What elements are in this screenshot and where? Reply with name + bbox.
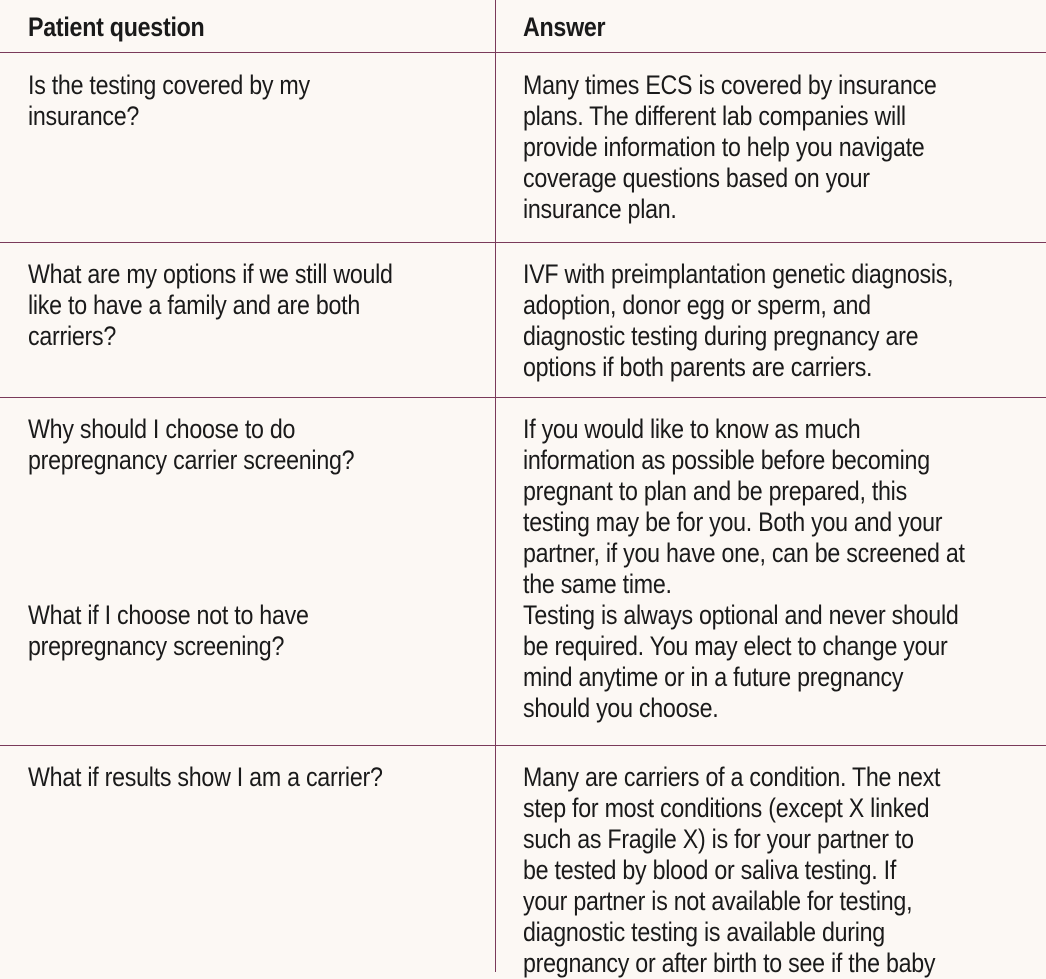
question-cell: What are my options if we still would like to have a family and are both carriers? [28, 259, 393, 351]
answer-cell: Many are carriers of a condition. The next step for most conditions (except X linked such as Fragile X) is for your partner to be tested by blood or saliva testing. If your partner is not available for testing, diagnostic testing is available during pregnancy or after birth to see if the baby [523, 762, 941, 978]
answer-cell: IVF with preimplantation genetic diagnosis, adoption, donor egg or sperm, and diagnostic testing during pregnancy are options if both parents are carriers. [523, 259, 954, 382]
answer-cell: If you would like to know as much information as possible before becoming pregnant to plan and be prepared, this testing may be for you. Both you and your partner, if you have one, can be screened at the same time. [523, 414, 965, 599]
answer-cell: Many times ECS is covered by insurance plans. The different lab companies will provide information to help you navigate coverage questions based on your insurance plan. [523, 70, 937, 224]
question-cell: Why should I choose to do prepregnancy carrier screening? [28, 414, 355, 475]
column-header-question: Patient question [28, 12, 205, 42]
row-divider [0, 397, 1046, 398]
question-cell: Is the testing covered by my insurance? [28, 70, 310, 131]
answer-cell: Testing is always optional and never should be required. You may elect to change your mind anytime or in a future pregnancy should you choose. [523, 600, 959, 723]
row-divider [0, 745, 1046, 746]
question-cell: What if I choose not to have prepregnancy screening? [28, 600, 309, 661]
column-divider [495, 0, 496, 972]
row-divider [0, 242, 1046, 243]
column-header-answer: Answer [523, 12, 606, 42]
header-divider [0, 52, 1046, 53]
question-cell: What if results show I am a carrier? [28, 762, 383, 792]
